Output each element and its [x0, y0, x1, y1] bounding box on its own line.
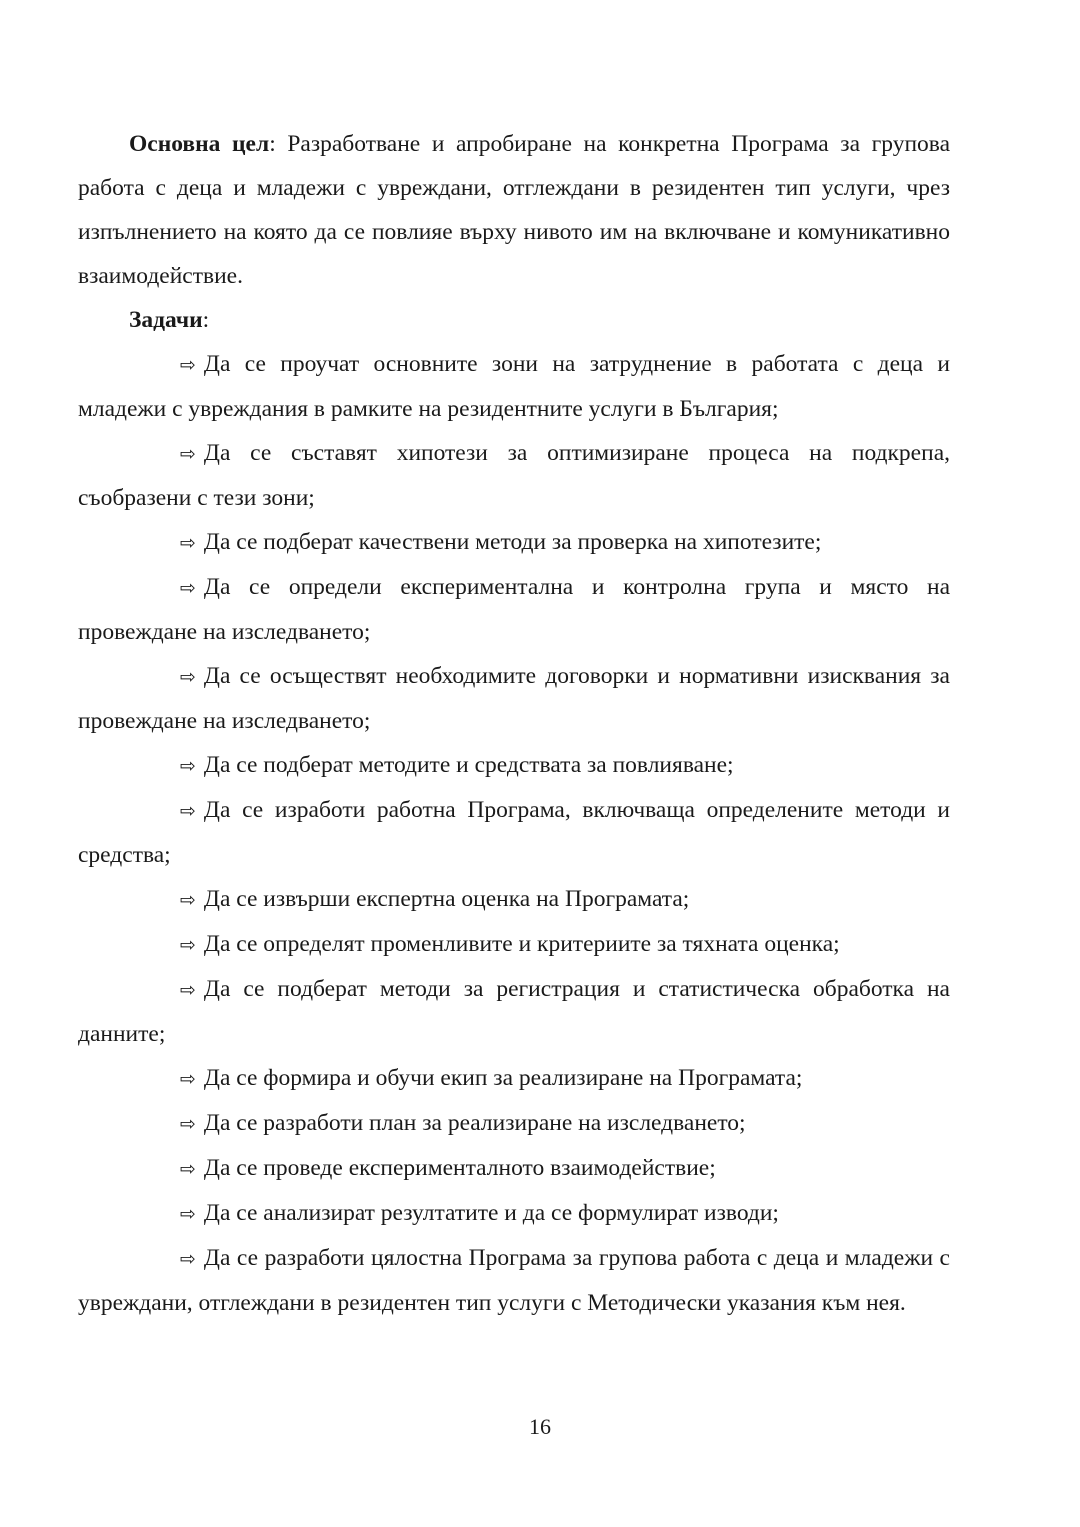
task-item [78, 342, 950, 431]
arrow-right-icon: ⇨ [180, 532, 196, 554]
arrow-right-icon: ⇨ [180, 443, 196, 465]
task-text: Да се проведе експерименталното взаимодействие; [203, 1155, 716, 1181]
document-page [78, 122, 950, 1325]
task-item [78, 565, 950, 654]
task-item [78, 1101, 950, 1146]
task-item [78, 431, 950, 520]
task-text: Да се извърши експертна оценка на Програмата; [203, 886, 690, 912]
arrow-right-icon: ⇨ [180, 755, 196, 777]
tasks-separator: : [202, 307, 210, 333]
task-item [78, 967, 950, 1056]
task-text: Да се подберат методите и средствата за повлияване; [203, 752, 734, 778]
task-text: Да се определят променливите и критериите за тяхната оценка; [203, 931, 840, 957]
task-item [78, 743, 950, 788]
goal-separator: : [269, 131, 276, 157]
task-item [78, 520, 950, 565]
arrow-right-icon: ⇨ [180, 1158, 196, 1180]
task-text: Да се определи експериментална и контролна група и място на провеждане на изследването; [78, 574, 950, 645]
task-item [78, 1236, 950, 1325]
arrow-right-icon: ⇨ [180, 354, 196, 376]
page-number: 16 [529, 1414, 551, 1439]
arrow-right-icon: ⇨ [180, 666, 196, 688]
task-text: Да се разработи цялостна Програма за групова работа с деца и младежи с увреждани, отглеждани в резидентен тип услуги с Методически указания към нея. [78, 1245, 950, 1316]
arrow-right-icon: ⇨ [180, 577, 196, 599]
tasks-heading [78, 298, 950, 342]
task-text: Да се формира и обучи екип за реализиране на Програмата; [203, 1065, 803, 1091]
arrow-right-icon: ⇨ [180, 889, 196, 911]
goal-paragraph [78, 122, 950, 298]
task-text: Да се анализират резултатите и да се формулират изводи; [203, 1200, 779, 1226]
arrow-right-icon: ⇨ [180, 934, 196, 956]
arrow-right-icon: ⇨ [180, 1248, 196, 1270]
goal-label: Основна цел [129, 131, 270, 157]
tasks-label: Задачи [129, 307, 203, 333]
task-item [78, 922, 950, 967]
task-item [78, 1146, 950, 1191]
task-item [78, 1056, 950, 1101]
goal-text: Разработване и апробиране на конкретна Програма за групова работа с деца и младежи с увреждани, отглеждани в резидентен тип услуги, чрез изпълнението на която да се повлияе върху нивото им на включване и комуникативно взаимодействие. [78, 131, 950, 289]
task-item [78, 654, 950, 743]
arrow-right-icon: ⇨ [180, 800, 196, 822]
arrow-right-icon: ⇨ [180, 1068, 196, 1090]
arrow-right-icon: ⇨ [180, 1113, 196, 1135]
task-text: Да се разработи план за реализиране на изследването; [203, 1110, 746, 1136]
task-text: Да се осъществят необходимите договорки и нормативни изисквания за провеждане на изследването; [78, 663, 950, 734]
task-text: Да се подберат качествени методи за проверка на хипотезите; [203, 529, 822, 555]
task-text: Да се съставят хипотези за оптимизиране процеса на подкрепа, съобразени с тези зони; [78, 440, 950, 511]
task-text: Да се подберат методи за регистрация и статистическа обработка на данните; [78, 976, 950, 1047]
task-item [78, 788, 950, 877]
task-item [78, 877, 950, 922]
arrow-right-icon: ⇨ [180, 1203, 196, 1225]
task-text: Да се проучат основните зони на затруднение в работата с деца и младежи с увреждания в рамките на резидентните услуги в България; [78, 351, 950, 422]
arrow-right-icon: ⇨ [180, 979, 196, 1001]
task-text: Да се изработи работна Програма, включваща определените методи и средства; [78, 797, 950, 868]
task-item [78, 1191, 950, 1236]
